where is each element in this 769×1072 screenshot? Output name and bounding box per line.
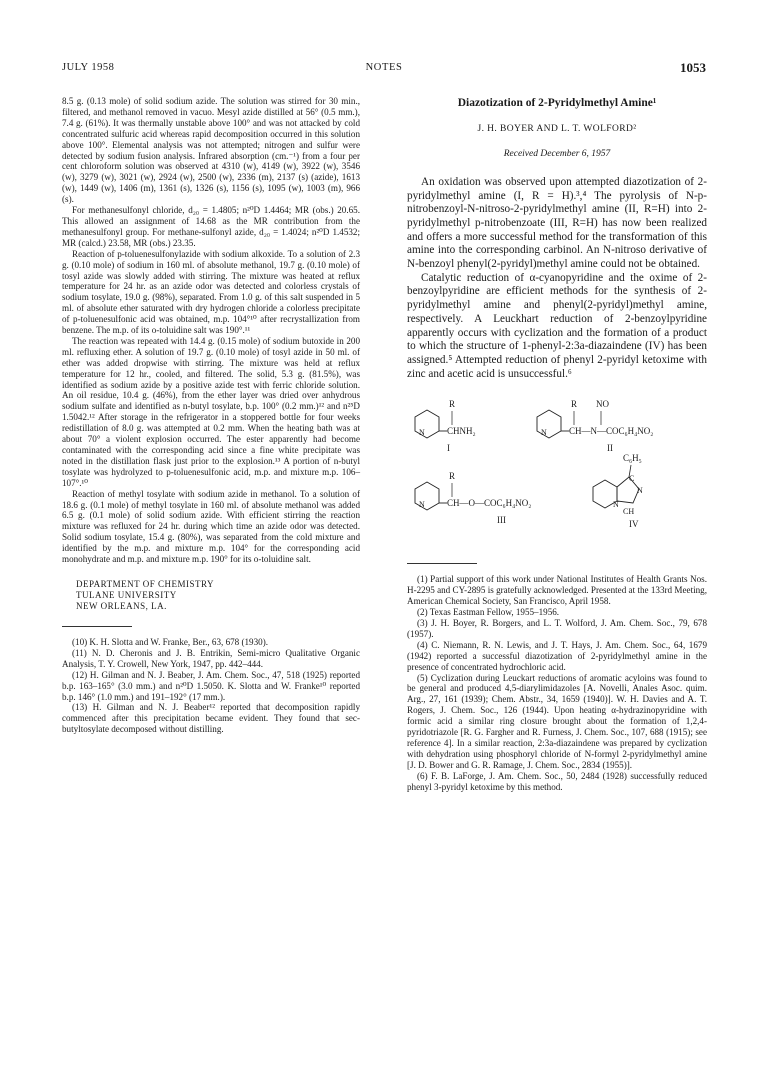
received-date: Received December 6, 1957 xyxy=(503,148,611,159)
chemical-structures xyxy=(407,389,707,549)
paragraph: The reaction was repeated with 14.4 g. (0.15 mole) of sodium butoxide in 200 ml. refluxing ether. A solution of 19.7 g. (0.10 mole) of tosyl azide in 50 ml. of ether was added dropwise with stirring. The mixture was held at reflux temperature for 12 hr., cooled, and filtered. The solid, 5.3 g. (81.5%), was identified as sodium azide by a positive azide test with ferric chloride solution. An oil residue, 10.4 g. (46%), from the ether layer was dried over anhydrous sodium sulfate and identified as n-butyl tosylate, b.p. 100° (0.2 mm.)¹² and n²⁵D 1.5042.¹² After storage in the refrigerator in a stoppered bottle for four weeks redistillation of 8.0 g. was attempted at 0.2 mm. When the heating bath was at about 70° a violent explosion occurred. The ester apparently had become contaminated with the corresponding acid since a fine white precipitate was noted in the distillation flask just prior to the explosion.¹³ A portion of n-butyl tosylate was hydrolyzed to p-toluenesulfonic acid, m.p. and mixture m.p. 106–107°.¹⁰ xyxy=(62,335,360,488)
structure-label: N xyxy=(419,428,425,438)
affiliation-line: DEPARTMENT OF CHEMISTRY xyxy=(76,578,214,589)
page-number: 1053 xyxy=(680,60,706,75)
compound-number: I xyxy=(447,443,450,454)
footnote: (13) H. Gilman and N. J. Beaber¹² reported that decomposition rapidly commenced after this precipitation became evident. They found that sec-butyltosylate decomposed without distilling. xyxy=(62,702,360,735)
structure-label: N xyxy=(613,500,619,510)
structure-label: R xyxy=(449,471,456,482)
article-title: Diazotization of 2-Pyridylmethyl Amine¹ xyxy=(457,97,657,109)
compound-number: III xyxy=(497,515,506,526)
affiliation-line: NEW ORLEANS, LA. xyxy=(76,600,167,611)
structure-label: N xyxy=(541,428,547,438)
structure-label: R xyxy=(449,399,456,410)
structure-IV xyxy=(593,453,643,529)
structure-label: NO xyxy=(596,399,609,410)
article-body xyxy=(407,176,707,382)
footnote: (11) N. D. Cheronis and J. B. Entrikin, Semi-micro Qualitative Organic Analysis, T. Y. Crowell, New York, 1947, pp. 442–444. xyxy=(62,647,360,669)
footnote-divider xyxy=(407,563,477,564)
footnote: (2) Texas Eastman Fellow, 1955–1956. xyxy=(417,607,560,618)
article-authors: J. H. BOYER AND L. T. WOLFORD² xyxy=(477,124,637,134)
paragraph: For methanesulfonyl chloride, d₂₀ = 1.4805; n²⁰D 1.4464; MR (obs.) 20.65. This allowed an assignment of 14.68 as the MR contribution from the methanesulfonyl group. For methane-sulfonyl azide, d₂₀ = 1.4024; n²⁰D 1.4532; MR (calcd.) 23.58, MR (obs.) 23.35. xyxy=(62,205,360,248)
footnote: (12) H. Gilman and N. J. Beaber, J. Am. Chem. Soc., 47, 518 (1925) reported b.p. 163–165° (3.0 mm.) and n²⁰D 1.5050. K. Slotta and W. Franke¹⁰ reported b.p. 146° (1.0 mm.) and 191–192° (17 mm.). xyxy=(62,669,360,702)
structure-label: C xyxy=(629,474,635,484)
footnotes xyxy=(62,637,360,735)
imidazole-ring xyxy=(617,477,639,503)
affiliation xyxy=(76,579,360,612)
paragraph: An oxidation was observed upon attempted diazotization of 2-pyridylmethyl amine (I, R = H).³,⁴ The pyrolysis of N-p-nitrobenzoyl-N-nitroso-2-pyridylmethyl amine (II, R=H) into 2-pyridylmethyl p-nitrobenzoate (III, R=H) has now been realized and offers a more successful method for the transformation of this amine into the corresponding carbinol. An N-nitroso derivative of N-benzoyl phenyl(2-pyridyl)methyl amine could not be obtained. xyxy=(407,175,707,271)
footnote-divider xyxy=(62,626,132,627)
structure-I xyxy=(415,399,476,453)
paragraph: Catalytic reduction of α-cyanopyridine and the oxime of 2-benzoylpyridine are efficient methods for the synthesis of 2-pyridylmethyl amine and phenyl(2-pyridyl)methyl amine, respectively. A Leuckhart reduction of 2-benzoylpyridine apparently occurs with cyclization and the formation of a product to which the structure of 1-phenyl-2:3a-diazaindene (IV) has been assigned.⁵ Attempted reduction of phenyl 2-pyridyl ketoxime with zinc and acetic acid is unsuccessful.⁶ xyxy=(407,271,707,380)
footnote: (1) Partial support of this work under National Institutes of Health Grants Nos. H-2295 and CY-2895 is gratefully acknowledged. Presented at the 133rd Meeting, American Chemical Society, San Francisco, April 1958. xyxy=(407,574,707,607)
compound-number: II xyxy=(607,443,613,454)
structure-label: CH—O—COC₆H₄NO₂ xyxy=(447,498,532,509)
footnotes xyxy=(407,574,707,792)
structures-svg xyxy=(407,389,707,549)
structure-label: CHNH₂ xyxy=(447,426,476,437)
structure-II xyxy=(537,399,653,453)
structure-label: N xyxy=(637,486,643,496)
footnote: (5) Cyclization during Leuckart reductions of aromatic acyloins was found to be general and produced 4,5-diarylimidazoles [A. Novelli, Anales Asoc. quim. Arg., 27, 161 (1939); Chem. Abstr., 34, 1659 (1940)]. W. H. Davies and A. T. Rogers, J. Chem. Soc., 126 (1944). Upon heating α-hydrazinopyridine with formic acid a similar ring closure brought about the formation of 1,2,4-pyridotriazole [R. G. Fargher and R. Furness, J. Chem. Soc., 107, 688 (1915); see reference 4]. In a similar reaction, 2:3a-diazaindene was prepared by cyclization with dehydration using phosphoryl chloride of N-formyl 2-pyridylmethyl amine [J. D. Bower and G. R. Ramage, J. Chem. Soc., 2834 (1955)]. xyxy=(407,672,707,770)
affiliation-line: TULANE UNIVERSITY xyxy=(76,589,177,600)
footnote: (10) K. H. Slotta and W. Franke, Ber., 63, 678 (1930). xyxy=(72,636,268,647)
paragraph: Reaction of methyl tosylate with sodium azide in methanol. To a solution of 18.6 g. (0.1 mole) of methyl tosylate in 160 ml. of absolute methanol was added 6.5 g. (0.1 mole) of solid sodium azide. With efficient stirring the reaction mixture was refluxed for 24 hr. during which time an azide odor was detected. Solid sodium tosylate, 15.4 g. (80%), was separated from the cold mixture and identified by the m.p. and mixture m.p. 104° for the corresponding acid monohydrate and m.p. and mixture m.p. 190° for its o-toluidine salt. xyxy=(62,488,360,565)
structure-label: N xyxy=(419,500,425,510)
structure-label: R xyxy=(571,399,578,410)
compound-number: IV xyxy=(629,519,639,530)
structure-III xyxy=(415,471,531,525)
footnote: (3) J. H. Boyer, R. Borgers, and L. T. Wolford, J. Am. Chem. Soc., 79, 678 (1957). xyxy=(407,617,707,639)
structure-label: CH xyxy=(623,507,635,517)
footnote: (6) F. B. LaForge, J. Am. Chem. Soc., 50, 2484 (1928) successfully reduced phenyl 3-pyridyl ketoxime by this method. xyxy=(407,770,707,792)
paragraph: 8.5 g. (0.13 mole) of solid sodium azide. The solution was stirred for 30 min., filtered, and methanol removed in vacuo. Mesyl azide distilled at 56° (0.5 mm.), 7.4 g. (61%). It was thermally unstable above 100° and was not attacked by cold concentrated sulfuric acid whereas rapid decomposition occurred in this solution above 100°. Elemental analysis was not attempted; nitrogen and sulfur were detected by sodium fusion analysis. Infrared absorption (cm.⁻¹) from a four per cent chloroform solution was observed at 4310 (w), 4149 (w), 3922 (w), 3546 (w), 3279 (w), 3021 (w), 2924 (w), 2500 (w), 2336 (m), 2137 (s) (azide), 1613 (w), 1449 (w), 1406 (m), 1361 (s), 1326 (s), 1156 (s), 1095 (w), 1003 (m), 966 (s). xyxy=(62,96,360,205)
structure-label: CH—N—COC₆H₄NO₂ xyxy=(569,426,654,437)
footnote: (4) C. Niemann, R. N. Lewis, and J. T. Hays, J. Am. Chem. Soc., 64, 1679 (1942) reported a successful diazotization of 2-pyridylmethyl amine in the presence of concentrated hydrochloric acid. xyxy=(407,639,707,672)
left-column xyxy=(62,96,360,735)
paragraph: Reaction of p-toluenesulfonylazide with sodium alkoxide. To a solution of 2.3 g. (0.10 mole) of sodium in 160 ml. of absolute methanol, 19.7 g. (0.10 mole) of tosyl azide was slowly added with stirring. The mixture was heated at reflux temperature for 24 hr. as an azide odor was detected and colorless crystals of sodium tosylate, 19.0 g. (98%), separated. From 1.0 g. of this salt suspended in 5 ml. of absolute ether saturated with dry hydrogen chloride a colorless precipitate of p-toluenesulfonic acid was obtained, m.p. 104°¹⁰ after recrystallization from benzene. The m.p. of its o-toluidine salt was 190°.¹¹ xyxy=(62,248,360,336)
structure-label: C₆H₅ xyxy=(623,453,642,464)
header-section: NOTES xyxy=(365,62,403,73)
page-header xyxy=(62,62,706,78)
right-column xyxy=(407,96,707,792)
header-date: JULY 1958 xyxy=(62,62,115,73)
